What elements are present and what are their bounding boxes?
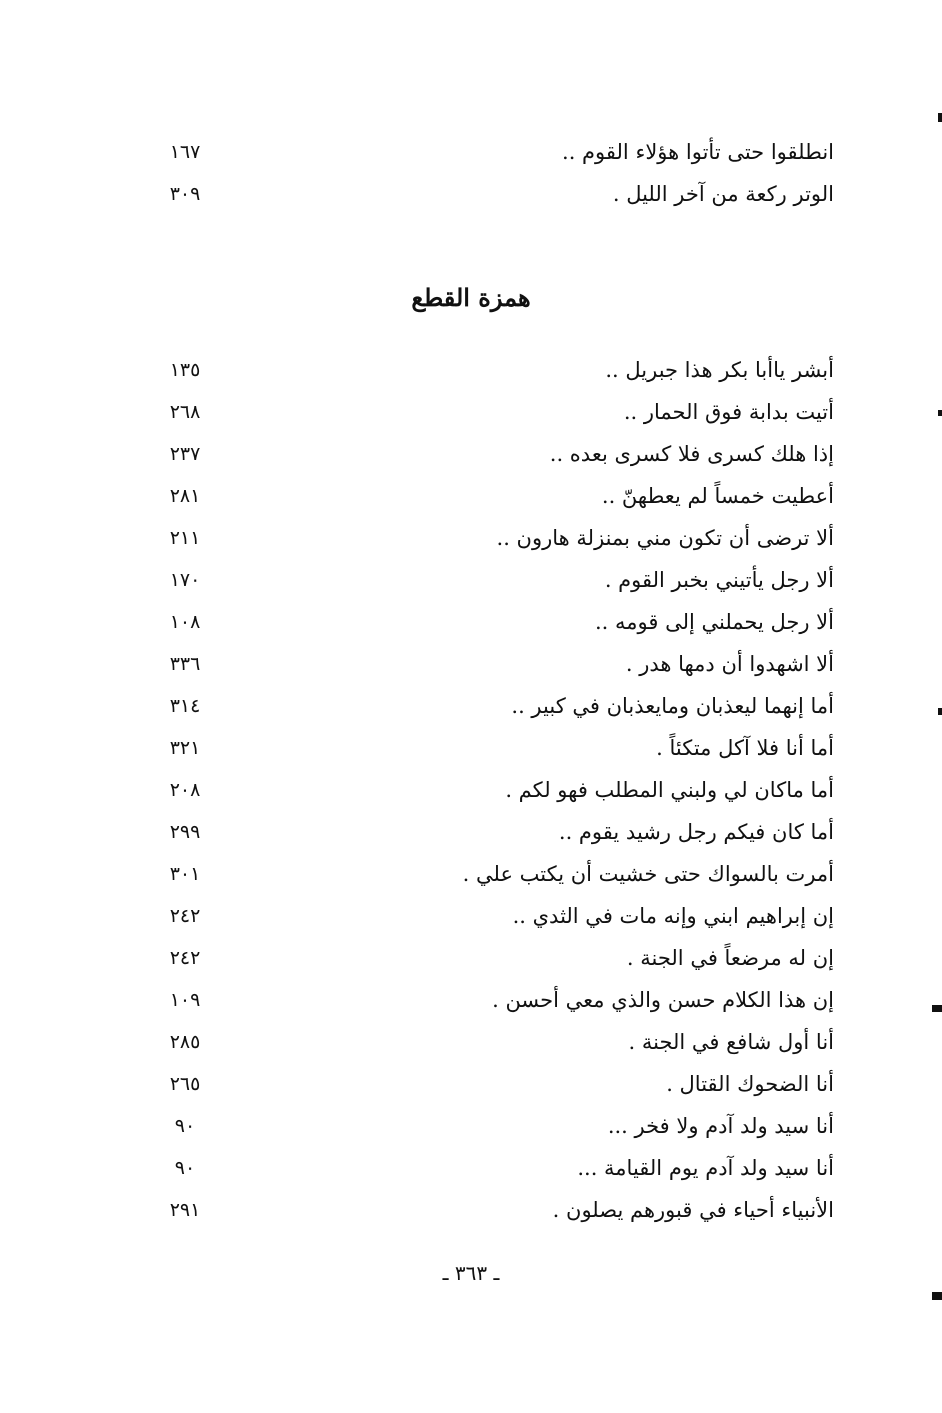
entry-text: إن هذا الكلام حسن والذي معي أحسن . bbox=[492, 988, 834, 1012]
entry-page-number: ١٣٥ bbox=[169, 359, 201, 381]
index-entry bbox=[150, 1192, 834, 1228]
entry-text: ألا اشهدوا أن دمها هدر . bbox=[625, 652, 834, 676]
index-entry bbox=[150, 856, 834, 892]
entry-text: الوتر ركعة من آخر الليل . bbox=[612, 182, 834, 206]
entry-text: انطلقوا حتى تأتوا هؤلاء القوم .. bbox=[562, 140, 834, 164]
entry-page-number: ٢٨٥ bbox=[169, 1031, 201, 1053]
index-entry bbox=[150, 940, 834, 976]
index-entry bbox=[150, 394, 834, 430]
entry-text: أنا سيد ولد آدم يوم القيامة ... bbox=[577, 1156, 834, 1180]
entry-page-number: ٢٤٢ bbox=[169, 947, 201, 969]
entry-text: أما ماكان لي ولبني المطلب فهو لكم . bbox=[505, 778, 834, 802]
section-heading: همزة القطع bbox=[411, 283, 531, 312]
index-entry bbox=[150, 478, 834, 514]
scan-mark bbox=[932, 1005, 942, 1012]
scan-mark bbox=[938, 708, 942, 715]
index-entry bbox=[150, 134, 834, 170]
scan-mark bbox=[932, 1292, 942, 1300]
entry-page-number: ٢٩١ bbox=[169, 1199, 201, 1221]
entry-text: أما كان فيكم رجل رشيد يقوم .. bbox=[558, 820, 834, 844]
entry-text: أنا سيد ولد آدم ولا فخر ... bbox=[607, 1114, 834, 1138]
entry-page-number: ٢٠٨ bbox=[169, 779, 201, 801]
entry-page-number: ٣١٤ bbox=[169, 695, 201, 717]
index-entry bbox=[150, 520, 834, 556]
index-entry bbox=[150, 436, 834, 472]
entry-text: أعطيت خمساً لم يعطهنّ .. bbox=[601, 484, 834, 508]
index-entry bbox=[150, 562, 834, 598]
scan-mark bbox=[938, 410, 942, 416]
index-entry bbox=[150, 730, 834, 766]
entry-page-number: ١٧٠ bbox=[169, 569, 201, 591]
entry-text: ألا رجل يحملني إلى قومه .. bbox=[594, 610, 834, 634]
entry-page-number: ٣٠١ bbox=[169, 863, 201, 885]
index-entry bbox=[150, 176, 834, 212]
entry-text: ألا رجل يأتيني بخبر القوم . bbox=[604, 568, 834, 592]
index-entry bbox=[150, 688, 834, 724]
index-entry bbox=[150, 604, 834, 640]
index-entry bbox=[150, 1066, 834, 1102]
entry-page-number: ١٠٨ bbox=[169, 611, 201, 633]
entry-page-number: ٢١١ bbox=[169, 527, 201, 549]
entry-text: ألا ترضى أن تكون مني بمنزلة هارون .. bbox=[496, 526, 834, 550]
entry-text: أما أنا فلا آكل متكئاً . bbox=[656, 736, 834, 760]
entry-page-number: ٢٦٥ bbox=[169, 1073, 201, 1095]
entry-page-number: ٢٩٩ bbox=[169, 821, 201, 843]
index-entry bbox=[150, 982, 834, 1018]
index-entry bbox=[150, 352, 834, 388]
entry-page-number: ٩٠ bbox=[174, 1115, 196, 1137]
entry-text: أمرت بالسواك حتى خشيت أن يكتب علي . bbox=[462, 862, 834, 886]
entry-text: أتيت بدابة فوق الحمار .. bbox=[623, 400, 834, 424]
entry-text: إن إبراهيم ابني وإنه مات في الثدي .. bbox=[512, 904, 834, 928]
entry-text: أما إنهما ليعذبان ومايعذبان في كبير .. bbox=[511, 694, 834, 718]
entry-text: إذا هلك كسرى فلا كسرى بعده .. bbox=[549, 442, 834, 466]
entry-page-number: ١٠٩ bbox=[169, 989, 201, 1011]
page-number: ـ ٣٦٣ ـ bbox=[442, 1261, 500, 1285]
entry-page-number: ٢٣٧ bbox=[169, 443, 201, 465]
entry-page-number: ٣٣٦ bbox=[169, 653, 201, 675]
index-entry bbox=[150, 1150, 834, 1186]
entry-text: أنا أول شافع في الجنة . bbox=[628, 1030, 834, 1054]
entry-page-number: ٢٨١ bbox=[169, 485, 201, 507]
entry-text: إن له مرضعاً في الجنة . bbox=[626, 946, 834, 970]
entry-text: أبشر ياأبا بكر هذا جبريل .. bbox=[605, 358, 834, 382]
entry-page-number: ٣٠٩ bbox=[169, 183, 201, 205]
index-entry bbox=[150, 1024, 834, 1060]
entry-page-number: ٢٦٨ bbox=[169, 401, 201, 423]
entry-text: الأنبياء أحياء في قبورهم يصلون . bbox=[552, 1198, 834, 1222]
entry-page-number: ٢٤٢ bbox=[169, 905, 201, 927]
index-entry bbox=[150, 898, 834, 934]
entry-page-number: ٣٢١ bbox=[169, 737, 201, 759]
index-entry bbox=[150, 646, 834, 682]
entry-text: أنا الضحوك القتال . bbox=[666, 1072, 834, 1096]
index-entry bbox=[150, 814, 834, 850]
index-entry bbox=[150, 1108, 834, 1144]
scan-mark bbox=[938, 113, 942, 122]
index-entry bbox=[150, 772, 834, 808]
entry-page-number: ١٦٧ bbox=[169, 141, 201, 163]
entry-page-number: ٩٠ bbox=[174, 1157, 196, 1179]
